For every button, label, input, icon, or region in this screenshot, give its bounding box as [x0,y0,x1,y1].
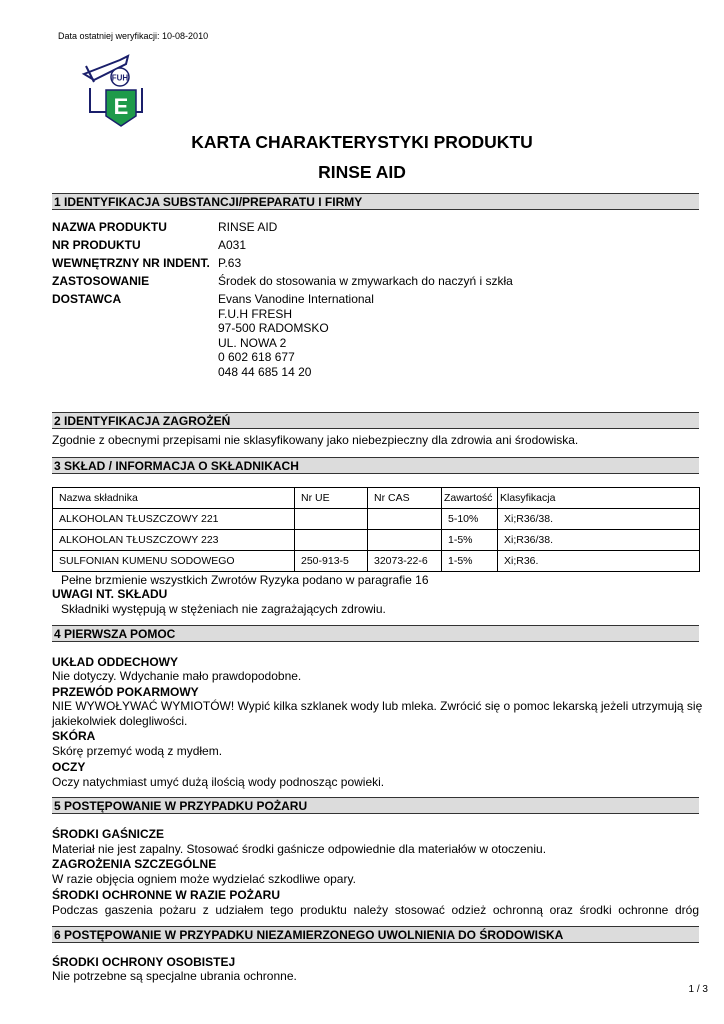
logo-small-text: FUH [111,73,129,83]
ingestion-text-line2: jakiekolwiek dolegliwości. [52,714,188,728]
product-name-label: NAZWA PRODUKTU [52,220,167,234]
supplier-line: 048 44 685 14 20 [218,364,312,379]
use-value: Środek do stosowania w zmywarkach do naczyń i szkła [218,274,513,288]
table-cell [368,530,442,551]
table-cell: ALKOHOLAN TŁUSZCZOWY 221 [53,509,295,530]
supplier-label: DOSTAWCA [52,292,122,306]
supplier-line: 97-500 RADOMSKO [218,321,329,336]
personal-protection-text: Nie potrzebne są specjalne ubrania ochronne. [52,969,297,983]
section-header-5: 5 POSTĘPOWANIE W PRZYPADKU POŻARU [52,797,699,814]
table-cell: 32073-22-6 [368,551,442,572]
table-header-row [53,488,700,509]
extinguishing-text: Materiał nie jest zapalny. Stosować środki gaśnicze odpowiednie dla materiałów w otoczeniu. [52,842,547,856]
product-nr-value: A031 [218,238,247,252]
table-row [53,551,700,572]
page-number: 1 / 3 [688,984,708,995]
table-cell: Xi;R36/38. [498,509,700,530]
logo-big-letter: E [113,94,129,119]
skin-label: SKÓRA [52,729,96,743]
product-nr-label: NR PRODUKTU [52,238,141,252]
fire-protection-text: Podczas gaszenia pożaru z udziałem tego produktu należy stosować odzież ochronną oraz środki ochronne dróg [52,903,699,917]
section-header-1: 1 IDENTYFIKACJA SUBSTANCJI/PREPARATU I FIRMY [52,193,699,210]
supplier-address [218,292,374,380]
table-header: Nr CAS [368,488,442,509]
eyes-text: Oczy natychmiast umyć dużą ilością wody podnosząc powieki. [52,775,385,789]
table-cell: 250-913-5 [295,551,368,572]
table-cell [295,530,368,551]
fire-protection-label: ŚRODKI OCHRONNE W RAZIE POŻARU [52,888,280,902]
skin-text: Skórę przemyć wodą z mydłem. [52,744,223,758]
use-label: ZASTOSOWANIE [52,274,150,288]
section-header-6: 6 POSTĘPOWANIE W PRZYPADKU NIEZAMIERZONEGO UWOLNIENIA DO ŚRODOWISKA [52,926,699,943]
ingestion-label: PRZEWÓD POKARMOWY [52,685,199,699]
table-cell [368,509,442,530]
supplier-line: 0 602 618 677 [218,350,295,365]
table-cell: ALKOHOLAN TŁUSZCZOWY 223 [53,530,295,551]
special-hazards-text: W razie objęcia ogniem może wydzielać szkodliwe opary. [52,872,356,886]
section-header-3: 3 SKŁAD / INFORMACJA O SKŁADNIKACH [52,457,699,474]
risk-phrases-note: Pełne brzmienie wszystkich Zwrotów Ryzyka podano w paragrafie 16 [61,573,429,587]
section-header-2: 2 IDENTYFIKACJA ZAGROŻEŃ [52,412,699,429]
table-header: Klasyfikacja [498,488,700,509]
ingestion-text-line1: NIE WYWOŁYWAĆ WYMIOTÓW! Wypić kilka szklanek wody lub mleka. Zwrócić się o pomoc lekarską jeżeli utrzymują się [52,699,703,713]
table-cell: 1-5% [442,530,498,551]
personal-protection-label: ŚRODKI OCHRONY OSOBISTEJ [52,955,236,969]
respiratory-label: UKŁAD ODDECHOWY [52,655,178,669]
table-cell: 1-5% [442,551,498,572]
eyes-label: OCZY [52,760,86,774]
internal-nr-label: WEWNĘTRZNY NR INDENT. [52,256,210,270]
table-cell [295,509,368,530]
hazards-text: Zgodnie z obecnymi przepisami nie sklasyfikowany jako niebezpieczny dla zdrowia ani środowiska. [52,433,579,447]
extinguishing-label: ŚRODKI GAŚNICZE [52,827,165,841]
section-header-4: 4 PIERWSZA POMOC [52,625,699,642]
special-hazards-label: ZAGROŻENIA SZCZEGÓLNE [52,857,217,871]
composition-remarks-label: UWAGI NT. SKŁADU [52,587,168,601]
company-logo [80,52,152,128]
table-header: Nr UE [295,488,368,509]
verification-date: Data ostatniej weryfikacji: 10-08-2010 [58,31,209,41]
supplier-line: Evans Vanodine International [218,292,374,306]
internal-nr-value: P.63 [218,256,242,270]
table-cell: SULFONIAN KUMENU SODOWEGO [53,551,295,572]
table-cell: 5-10% [442,509,498,530]
product-title: RINSE AID [318,162,406,182]
supplier-line: F.U.H FRESH [218,306,293,321]
respiratory-text: Nie dotyczy. Wdychanie mało prawdopodobne. [52,669,302,683]
table-header: Zawartość [442,488,498,509]
supplier-line: UL. NOWA 2 [218,335,287,350]
composition-table [52,487,700,572]
composition-remarks-text: Składniki występują w stężeniach nie zagrażających zdrowiu. [61,602,386,616]
table-header: Nazwa składnika [53,488,295,509]
table-row [53,509,700,530]
table-row [53,530,700,551]
table-cell: Xi;R36/38. [498,530,700,551]
product-name-value: RINSE AID [218,220,278,234]
table-cell: Xi;R36. [498,551,700,572]
document-title: KARTA CHARAKTERYSTYKI PRODUKTU [191,132,533,152]
